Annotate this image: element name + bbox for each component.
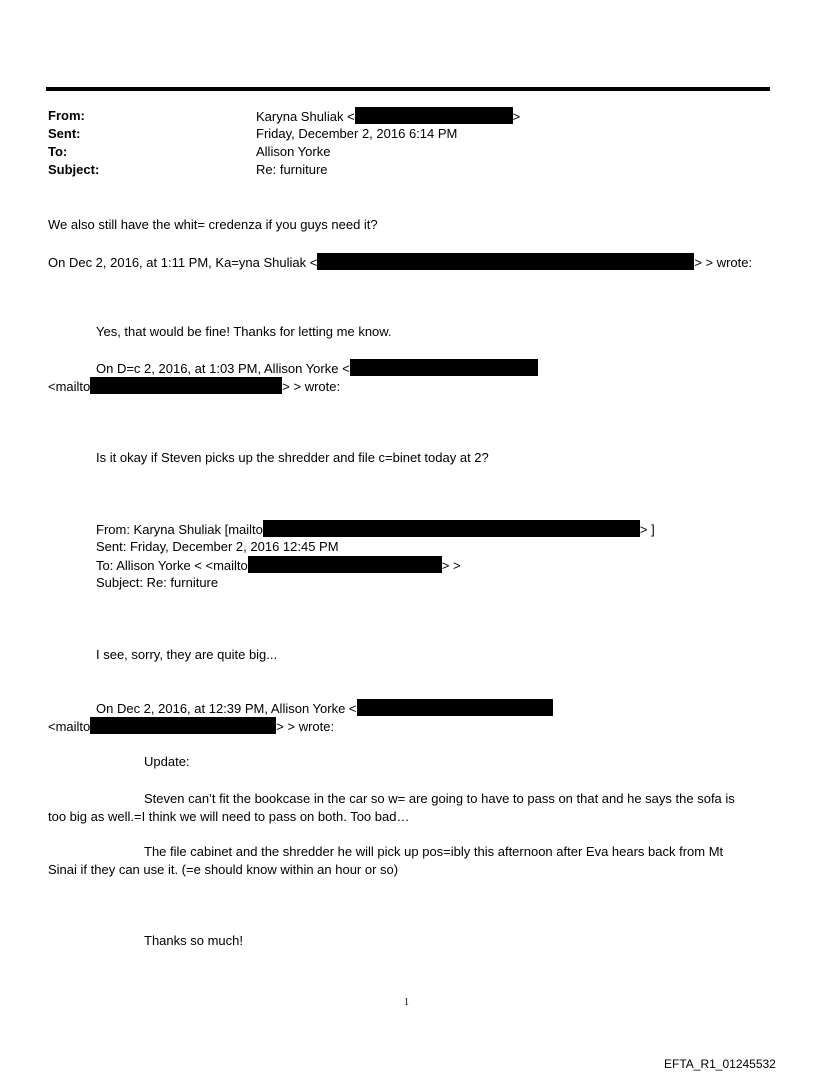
fwd-from-text: From: Karyna Shuliak [mailto	[96, 522, 263, 537]
redaction-box	[355, 107, 513, 124]
body-line-credenza: We also still have the whit= credenza if you guys need it?	[48, 217, 378, 232]
mailto-prefix: <mailto	[48, 719, 91, 734]
quoted-header-103	[96, 359, 538, 378]
reply-see-sorry: I see, sorry, they are quite big...	[96, 647, 278, 662]
document-id: EFTA_R1_01245532	[664, 1057, 776, 1071]
update-label: Update:	[144, 754, 190, 769]
to-label: To:	[48, 144, 68, 159]
redaction-box	[90, 717, 276, 734]
from-label: From:	[48, 108, 85, 123]
paragraph-cabinet-line2: Sinai if they can use it. (=e should know within an hour or so)	[48, 862, 399, 877]
redaction-box	[90, 377, 282, 394]
redaction-box	[248, 556, 442, 573]
mailto-suffix: > > wrote:	[276, 719, 335, 734]
subject-label: Subject:	[48, 162, 100, 177]
fwd-from-suffix: > ]	[639, 522, 655, 537]
header-rule	[46, 87, 770, 91]
quoted-header-111	[48, 253, 752, 272]
quoted-header-1239	[96, 699, 553, 718]
mailto-prefix: <mailto	[48, 379, 91, 394]
paragraph-cabinet-line1: The file cabinet and the shredder he will pick up pos=ibly this afternoon after Eva hears back from Mt	[144, 844, 724, 859]
sent-value: Friday, December 2, 2016 6:14 PM	[256, 126, 458, 141]
fwd-from	[96, 520, 655, 539]
from-suffix: >	[512, 109, 521, 124]
reply-fine: Yes, that would be fine! Thanks for letting me know.	[96, 324, 392, 339]
redaction-box	[357, 699, 553, 716]
closing-thanks: Thanks so much!	[144, 933, 243, 948]
from-value	[256, 107, 520, 126]
to-value: Allison Yorke	[256, 144, 331, 159]
fwd-subject: Subject: Re: furniture	[96, 575, 219, 590]
mailto-suffix: > > wrote:	[282, 379, 341, 394]
quoted-header-111-text: On Dec 2, 2016, at 1:11 PM, Ka=yna Shuliak <	[48, 255, 318, 270]
subject-value: Re: furniture	[256, 162, 328, 177]
page-number: 1	[404, 997, 409, 1008]
fwd-to-suffix: > >	[441, 558, 461, 573]
paragraph-bookcase-line1: Steven can’t fit the bookcase in the car so w= are going to have to pass on that and he says the sofa is	[144, 791, 735, 806]
fwd-to	[96, 556, 461, 575]
mailto-line-1	[48, 377, 340, 396]
fwd-sent: Sent: Friday, December 2, 2016 12:45 PM	[96, 539, 339, 554]
mailto-line-2	[48, 717, 334, 736]
from-name: Karyna Shuliak <	[256, 109, 355, 124]
paragraph-bookcase-line2: too big as well.=I think we will need to pass on both. Too bad…	[48, 809, 410, 824]
redaction-box	[263, 520, 640, 537]
quoted-header-103-text: On D=c 2, 2016, at 1:03 PM, Allison Yorke <	[96, 361, 350, 376]
fwd-to-text: To: Allison Yorke < <mailto	[96, 558, 248, 573]
redaction-box	[350, 359, 538, 376]
quoted-header-111-suffix: > > wrote:	[694, 255, 753, 270]
sent-label: Sent:	[48, 126, 81, 141]
question-shredder: Is it okay if Steven picks up the shredder and file c=binet today at 2?	[96, 450, 489, 465]
quoted-header-1239-text: On Dec 2, 2016, at 12:39 PM, Allison Yorke <	[96, 701, 357, 716]
redaction-box	[317, 253, 694, 270]
